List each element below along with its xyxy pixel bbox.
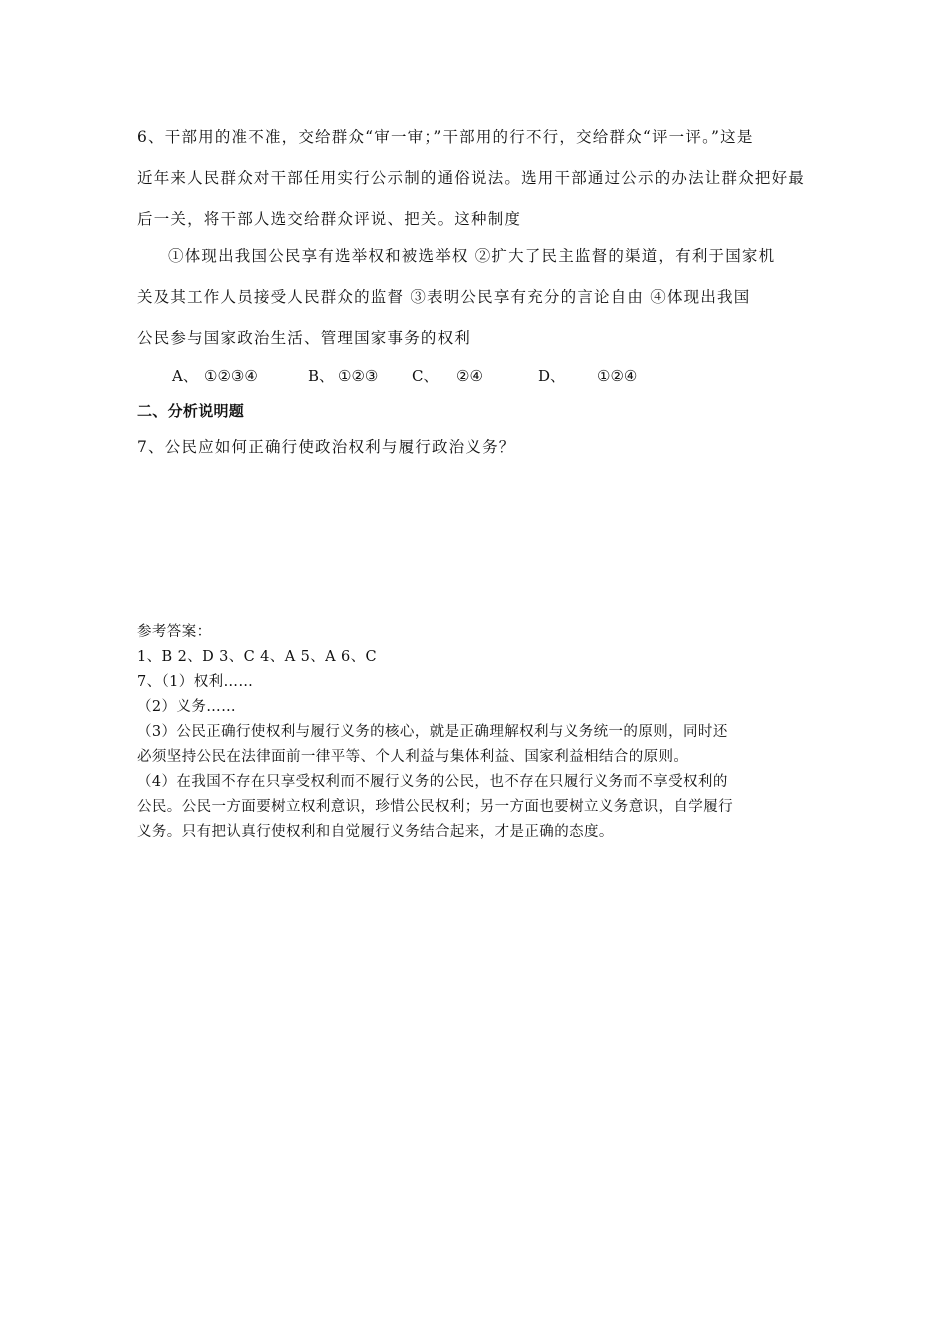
option-b-letter: B、: [308, 367, 335, 385]
question-6-statement-line-2: 关及其工作人员接受人民群众的监督 ③表明公民享有充分的言论自由 ④体现出我国: [137, 288, 751, 306]
question-6-line-1: 6、干部用的准不准，交给群众“审一审；”干部用的行不行，交给群众“评一评。”这是: [137, 128, 754, 146]
question-6-line-2: 近年来人民群众对干部任用实行公示制的通俗说法。选用干部通过公示的办法让群众把好最: [137, 169, 806, 187]
option-a-letter: A、: [172, 367, 198, 385]
answer-7-line-7: 义务。只有把认真行使权利和自觉履行义务结合起来，才是正确的态度。: [137, 824, 614, 840]
option-a-value: ①②③④: [204, 367, 258, 385]
question-6-statement-line-3: 公民参与国家政治生活、管理国家事务的权利: [137, 329, 472, 347]
option-c-letter: C、: [412, 367, 439, 385]
question-6-statement-line-1: ①体现出我国公民享有选举权和被选举权 ②扩大了民主监督的渠道，有利于国家机: [168, 247, 776, 265]
answer-7-line-4: 必须坚持公民在法律面前一律平等、个人利益与集体利益、国家利益相结合的原则。: [137, 749, 689, 765]
answer-7-line-1: 7、（1）权利……: [137, 674, 254, 690]
question-7: 7、公民应如何正确行使政治权利与履行政治义务？: [137, 438, 516, 456]
question-6-line-3: 后一关，将干部人选交给群众评说、把关。这种制度: [137, 210, 522, 228]
section-2-heading: 二、分析说明题: [137, 402, 245, 420]
option-d-letter: D、: [538, 367, 566, 385]
option-c-value: ②④: [456, 367, 483, 385]
option-d-value: ①②④: [597, 367, 638, 385]
answer-7-line-3: （3）公民正确行使权利与履行义务的核心，就是正确理解权利与义务统一的原则，同时还: [137, 724, 728, 740]
answers-choices: 1、B 2、D 3、C 4、A 5、A 6、C: [137, 649, 378, 665]
option-b-value: ①②③: [338, 367, 379, 385]
answers-title: 参考答案：: [137, 624, 212, 640]
answer-7-line-5: （4）在我国不存在只享受权利而不履行义务的公民，也不存在只履行义务而不享受权利的: [137, 774, 728, 790]
answer-7-line-6: 公民。公民一方面要树立权利意识，珍惜公民权利；另一方面也要树立义务意识，自学履行: [137, 799, 733, 815]
answer-7-line-2: （2）义务……: [137, 699, 237, 715]
